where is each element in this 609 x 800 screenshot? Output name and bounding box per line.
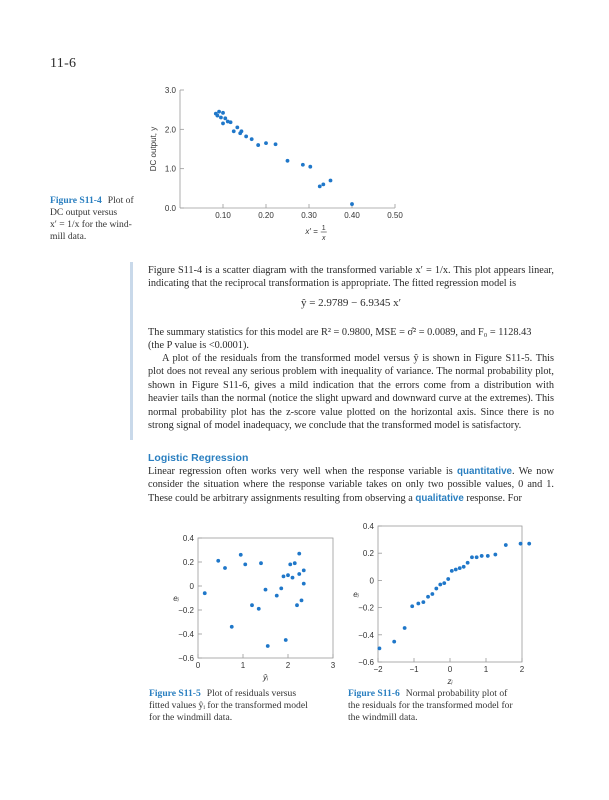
y-tick-label: 0.4 [362, 522, 374, 531]
data-point [229, 120, 233, 124]
section-heading-logistic-regression: Logistic Regression [148, 452, 249, 464]
data-point [239, 553, 243, 557]
paragraph-4: Linear regression often works very well when the response variable is quantitative. We now consider the situation where the response variable takes on only two possible values, 0 and 1. These could be arbitrary assignments resulting from observing a qualitative response. For [148, 466, 555, 504]
y-tick-label: 0.2 [362, 549, 374, 559]
data-point [216, 559, 220, 563]
y-axis-label: eᵢ [353, 590, 359, 599]
data-point [243, 563, 247, 567]
data-point [403, 626, 407, 630]
plot-frame [378, 526, 522, 662]
y-tick-label: −0.2 [178, 606, 194, 615]
data-point [238, 131, 242, 135]
x-axis-label-denominator: x [322, 235, 326, 242]
data-point [493, 553, 497, 557]
data-point [223, 116, 227, 120]
data-point [219, 116, 223, 120]
x-tick-label: 2 [285, 661, 291, 670]
x-tick-label: 0.50 [387, 211, 403, 220]
paragraph-2: The summary statistics for this model are R² = 0.9800, MSE = σ̂² = 0.0089, and F₀ = 1128.43 (the P value is <0.0001). [148, 327, 532, 352]
x-tick-label: 0.40 [344, 211, 360, 220]
data-point [221, 111, 225, 115]
y-tick-label: 0 [369, 576, 374, 586]
figure-s11-5-caption: Figure S11-5 Plot of residuals versus fitted values ŷᵢ for the transformed model for the windmill data. [149, 688, 308, 723]
paragraph-1: Figure S11-4 is a scatter diagram with the transformed variable x′ = 1/x. This plot appears linear, indicating that the reciprocal transformation is appropriate. The fitted regression model is [148, 265, 554, 290]
data-point [274, 142, 278, 146]
data-point [217, 110, 221, 114]
x-axis-label: zᵢ [447, 677, 453, 686]
y-tick-label: −0.4 [358, 630, 374, 640]
data-point [232, 129, 236, 133]
x-axis-label: x′ = [305, 227, 318, 236]
data-point [257, 607, 261, 611]
y-tick-label: 0.0 [164, 204, 176, 213]
x-tick-label: 3 [330, 661, 336, 670]
data-point [350, 202, 354, 206]
data-point [288, 563, 292, 567]
data-point [300, 599, 304, 603]
x-tick-label: 2 [519, 665, 525, 674]
regression-equation: ŷ = 2.9789 − 6.9345 x′ [300, 297, 402, 309]
data-point [466, 561, 470, 565]
data-point [475, 555, 479, 559]
y-axis-label: DC output, y [149, 126, 158, 172]
data-point [462, 565, 466, 569]
data-point [244, 135, 248, 139]
data-point [450, 569, 454, 573]
data-point [259, 561, 263, 565]
data-point [221, 122, 225, 126]
data-point [284, 638, 288, 642]
page-number: 11-6 [50, 56, 77, 71]
x-tick-label: 0.30 [301, 211, 317, 220]
keyword-qualitative: qualitative [415, 492, 464, 504]
data-point [504, 543, 508, 547]
y-tick-label: 0 [189, 582, 194, 591]
data-point [434, 587, 438, 591]
y-tick-label: 0.4 [182, 534, 194, 543]
y-tick-label: 2.0 [164, 125, 176, 135]
data-point [295, 603, 299, 607]
data-point [230, 625, 234, 629]
data-point [416, 602, 420, 606]
data-point [286, 573, 290, 577]
figure-s11-4-scatter [140, 86, 403, 246]
data-point [286, 159, 290, 163]
figure-s11-6-normal-probability-plot [344, 520, 534, 686]
y-tick-label: −0.4 [178, 630, 194, 639]
data-point [308, 165, 312, 169]
keyword-quantitative: quantitative [456, 466, 512, 477]
data-point [297, 552, 301, 556]
data-point [264, 588, 268, 592]
figure-s11-6-caption: Figure S11-6 Normal probability plot of the residuals for the transformed model for the windmill data. [348, 688, 513, 723]
data-point [321, 183, 325, 187]
data-point [302, 569, 306, 573]
y-tick-label: −0.6 [358, 658, 374, 667]
data-point [410, 604, 414, 608]
x-tick-label: −1 [409, 665, 419, 674]
data-point [442, 581, 446, 585]
data-point [264, 141, 268, 145]
data-point [250, 137, 254, 141]
y-axis-label: eᵢ [173, 594, 179, 603]
data-point [223, 566, 227, 570]
paragraph-3: A plot of the residuals from the transformed model versus ŷ is shown in Figure S11-5. This plot does not reveal any serious problem with inequality of variance. The normal probability plot, shown in Figure S11-6, gives a mild indication that the errors come from a distribution with heavier tails than the normal (notice the slight upward and downward curve at the extremes). This normal probability plot has the z-score value plotted on the horizontal axis. Since there is no strong signal of model inadequacy, we conclude that the transformed model is satisfactory. [148, 353, 554, 432]
y-tick-label: 1.0 [164, 164, 176, 174]
data-point [235, 125, 239, 129]
data-point [293, 561, 297, 565]
data-point [458, 566, 462, 570]
data-point [430, 592, 434, 596]
figure-s11-5-residual-plot [168, 532, 344, 682]
data-point [421, 600, 425, 604]
data-point [266, 644, 270, 648]
x-tick-label: −2 [373, 665, 383, 674]
data-point [426, 595, 430, 599]
data-point [282, 575, 286, 579]
x-tick-label: 0 [195, 661, 201, 670]
data-point [250, 603, 254, 607]
data-point [256, 143, 260, 147]
x-tick-label: 1 [483, 665, 489, 674]
data-point [378, 647, 382, 651]
data-point [203, 591, 207, 595]
data-point [302, 582, 306, 586]
data-point [470, 555, 474, 559]
x-axis-label-numerator: 1 [321, 225, 326, 232]
x-tick-label: 1 [240, 661, 246, 670]
data-point [216, 114, 220, 118]
data-point [275, 594, 279, 598]
data-point [446, 577, 450, 581]
data-point [527, 542, 531, 546]
x-tick-label: 0.20 [258, 211, 274, 220]
data-point [392, 640, 396, 644]
data-point [486, 554, 490, 558]
data-point [291, 576, 295, 580]
data-point [454, 568, 458, 572]
x-tick-label: 0 [447, 665, 453, 674]
data-point [301, 163, 305, 167]
data-point [480, 554, 484, 558]
y-tick-label: −0.2 [358, 603, 374, 613]
data-point [519, 542, 523, 546]
x-axis-label: ŷᵢ [263, 673, 268, 682]
figure-s11-4-label: Figure S11-4 [50, 195, 102, 206]
figure-s11-4-caption: Figure S11-4 Plot of DC output versus x′ = 1/x for the wind- mill data. [50, 195, 134, 242]
data-point [318, 184, 322, 188]
x-tick-label: 0.10 [215, 211, 231, 220]
data-point [279, 587, 283, 591]
figure-s11-6-label: Figure S11-6 [348, 688, 400, 699]
data-point [297, 572, 301, 576]
data-point [329, 179, 333, 183]
figure-s11-5-label: Figure S11-5 [149, 688, 201, 699]
plot-frame [198, 538, 333, 658]
margin-rule [130, 262, 133, 440]
y-tick-label: 0.2 [182, 558, 194, 567]
y-tick-label: −0.6 [178, 654, 194, 663]
y-tick-label: 3.0 [164, 86, 176, 95]
data-point [438, 583, 442, 587]
